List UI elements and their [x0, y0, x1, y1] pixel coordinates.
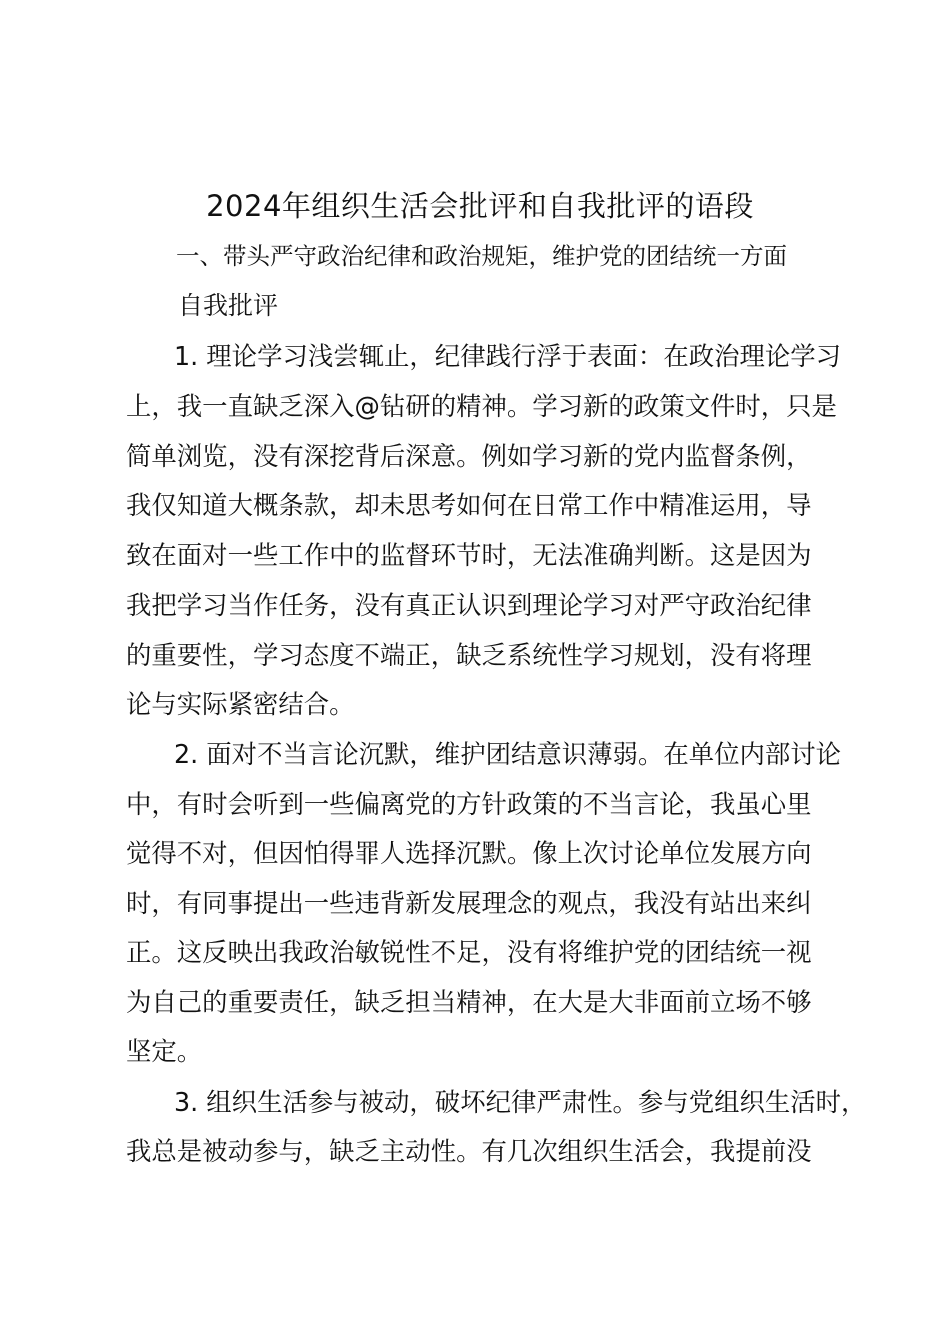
- paragraph-line: 为自己的重要责任，缺乏担当精神，在大是大非面前立场不够: [126, 987, 812, 1017]
- paragraph-line: 的重要性，学习态度不端正，缺乏系统性学习规划，没有将理: [126, 640, 812, 670]
- paragraph-line: 3. 组织生活参与被动，破坏纪律严肃性。参与党组织生活时，: [174, 1087, 867, 1117]
- paragraph-line: 致在面对一些工作中的监督环节时，无法准确判断。这是因为: [126, 540, 812, 570]
- section-heading: 一、带头严守政治纪律和政治规矩，维护党的团结统一方面: [176, 242, 787, 270]
- paragraph-line: 2. 面对不当言论沉默，维护团结意识薄弱。在单位内部讨论: [174, 739, 842, 769]
- paragraph-line: 中，有时会听到一些偏离党的方针政策的不当言论，我虽心里: [126, 789, 812, 819]
- paragraph-line: 论与实际紧密结合。: [126, 689, 355, 719]
- paragraph-line: 时，有同事提出一些违背新发展理念的观点，我没有站出来纠: [126, 888, 812, 918]
- paragraph-line: 简单浏览，没有深挖背后深意。例如学习新的党内监督条例，: [126, 441, 812, 471]
- paragraph-line: 坚定。: [126, 1036, 203, 1066]
- paragraph-line: 我把学习当作任务，没有真正认识到理论学习对严守政治纪律: [126, 590, 812, 620]
- paragraph-line: 觉得不对，但因怕得罪人选择沉默。像上次讨论单位发展方向: [126, 838, 812, 868]
- paragraph-line: 1. 理论学习浅尝辄止，纪律践行浮于表面：在政治理论学习: [174, 341, 842, 371]
- paragraph-line: 我仅知道大概条款，却未思考如何在日常工作中精准运用，导: [126, 490, 812, 520]
- paragraph-line: 正。这反映出我政治敏锐性不足，没有将维护党的团结统一视: [126, 937, 812, 967]
- document-title: 2024年组织生活会批评和自我批评的语段: [206, 189, 754, 223]
- sub-heading: 自我批评: [178, 291, 279, 320]
- paragraph-line: 我总是被动参与，缺乏主动性。有几次组织生活会，我提前没: [126, 1136, 812, 1166]
- paragraph-line: 上，我一直缺乏深入@钻研的精神。学习新的政策文件时，只是: [126, 391, 837, 421]
